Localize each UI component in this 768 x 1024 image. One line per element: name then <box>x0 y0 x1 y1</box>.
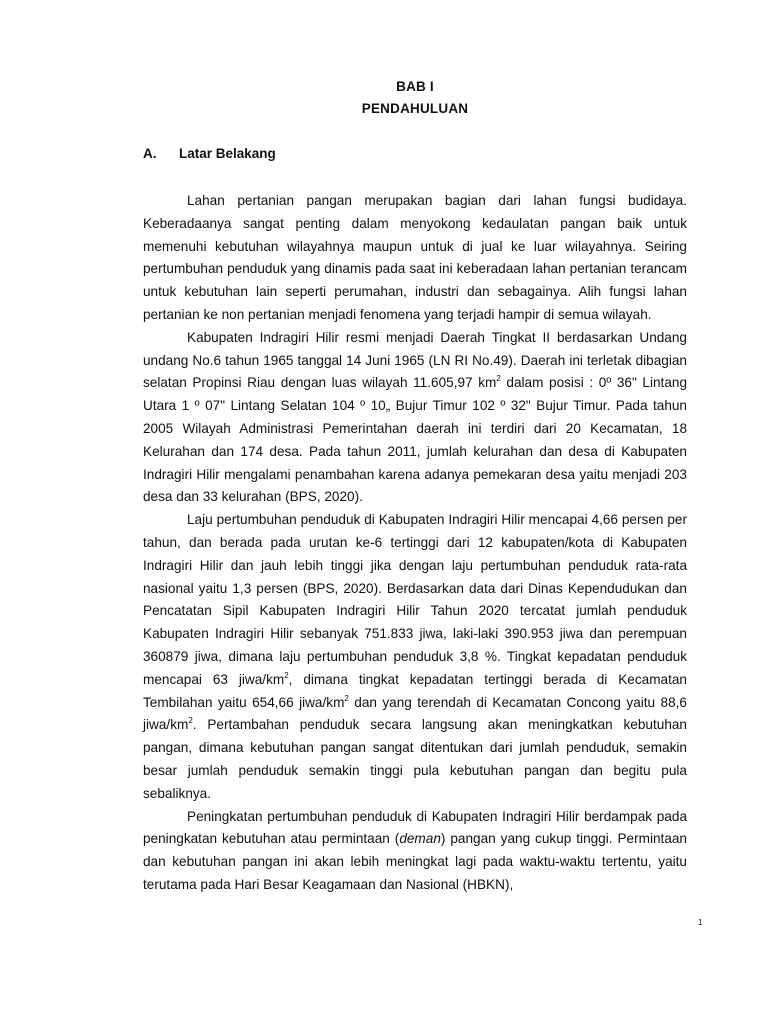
paragraph-1-text: Lahan pertanian pangan merupakan bagian dari lahan fungsi budidaya. Keberadaanya sangat penting dalam menyokong kedaulatan pangan baik untuk memenuhi kebutuhan wilayahnya maupun untuk di jual ke luar wilayahnya. Seiring pertumbuhan penduduk yang dinamis pada saat ini keberadaan lahan pertanian terancam untuk kebutuhan lain seperti perumahan, industri dan sebagainya. Alih fungsi lahan pertanian ke non pertanian menjadi fenomena yang terjadi hampir di semua wilayah. <box>143 193 687 322</box>
section-title: Latar Belakang <box>179 146 276 161</box>
chapter-number: BAB I <box>396 79 434 94</box>
paragraph-1 <box>143 190 687 327</box>
chapter-title: PENDAHULUAN <box>361 101 469 116</box>
superscript: 2 <box>284 670 289 680</box>
body-text <box>143 190 687 897</box>
paragraph-2-text-a: Kabupaten Indragiri Hilir resmi menjadi Daerah Tingkat II berdasarkan Undang undang No.6 tahun 1965 tanggal 14 Juni 1965 (LN RI No.49). Daerah ini terletak dibagian selatan Propinsi Riau dengan luas wilayah 11.605,97 km <box>143 329 687 391</box>
page-number: 1 <box>698 918 703 927</box>
paragraph-2-text-b: dalam posisi : 0º 36" Lintang Utara 1 º 07" Lintang Selatan 104 º 10„ Bujur Timur 102 º 32" Bujur Timur. Pada tahun 2005 Wilayah Administrasi Pemerintahan daerah ini terdiri dari 20 Kecamatan, 18 Kelurahan dan 174 desa. Pada tahun 2011, jumlah kelurahan dan desa di Kabupaten Indragiri Hilir mengalami penambahan karena adanya pemekaran desa yaitu menjadi 203 desa dan 33 kelurahan (BPS, 2020). <box>143 375 687 505</box>
paragraph-2 <box>143 327 687 509</box>
paragraph-4-text-b: ) pangan yang cukup tinggi. Permintaan dan kebutuhan pangan ini akan lebih meningkat lagi pada waktu-waktu tertentu, yaitu terutama pada Hari Besar Keagamaan dan Nasional (HBKN), <box>143 831 687 892</box>
paragraph-3-text-c: dan yang terendah di Kecamatan Concong yaitu 88,6 jiwa/km <box>143 694 687 733</box>
paragraph-4-text-a: Peningkatan pertumbuhan penduduk di Kabupaten Indragiri Hilir berdampak pada peningkatan kebutuhan atau permintaan ( <box>143 808 687 847</box>
superscript: 2 <box>344 693 349 703</box>
italic-term: deman <box>399 831 441 847</box>
section-heading <box>143 146 276 161</box>
paragraph-3 <box>143 509 687 805</box>
superscript: 2 <box>188 716 193 726</box>
paragraph-3-text-d: . Pertambahan penduduk secara langsung akan meningkatkan kebutuhan pangan, dimana kebutuhan pangan sangat ditentukan dari jumlah penduduk, semakin besar jumlah penduduk semakin tinggi pula kebutuhan pangan dan begitu pula sebaliknya. <box>143 717 687 801</box>
paragraph-4 <box>143 806 687 897</box>
paragraph-3-text-a: Laju pertumbuhan penduduk di Kabupaten Indragiri Hilir mencapai 4,66 persen per tahun, dan berada pada urutan ke-6 tertinggi dari 12 kabupaten/kota di Kabupaten Indragiri Hilir dan jauh lebih tinggi jika dengan laju pertumbuhan penduduk rata-rata nasional yaitu 1,3 persen (BPS, 2020). Berdasarkan data dari Dinas Kependudukan dan Pencatatan Sipil Kabupaten Indragiri Hilir Tahun 2020 tercatat jumlah penduduk Kabupaten Indragiri Hilir sebanyak 751.833 jiwa, laki-laki 390.953 jiwa dan perempuan 360879 jiwa, dimana laju pertumbuhan penduduk 3,8 %. Tingkat kepadatan penduduk mencapai 63 jiwa/km <box>143 512 687 687</box>
section-letter: A. <box>143 146 157 161</box>
paragraph-3-text-b: , dimana tingkat kepadatan tertinggi berada di Kecamatan Tembilahan yaitu 654,66 jiwa/km <box>143 671 687 710</box>
superscript: 2 <box>496 374 501 384</box>
